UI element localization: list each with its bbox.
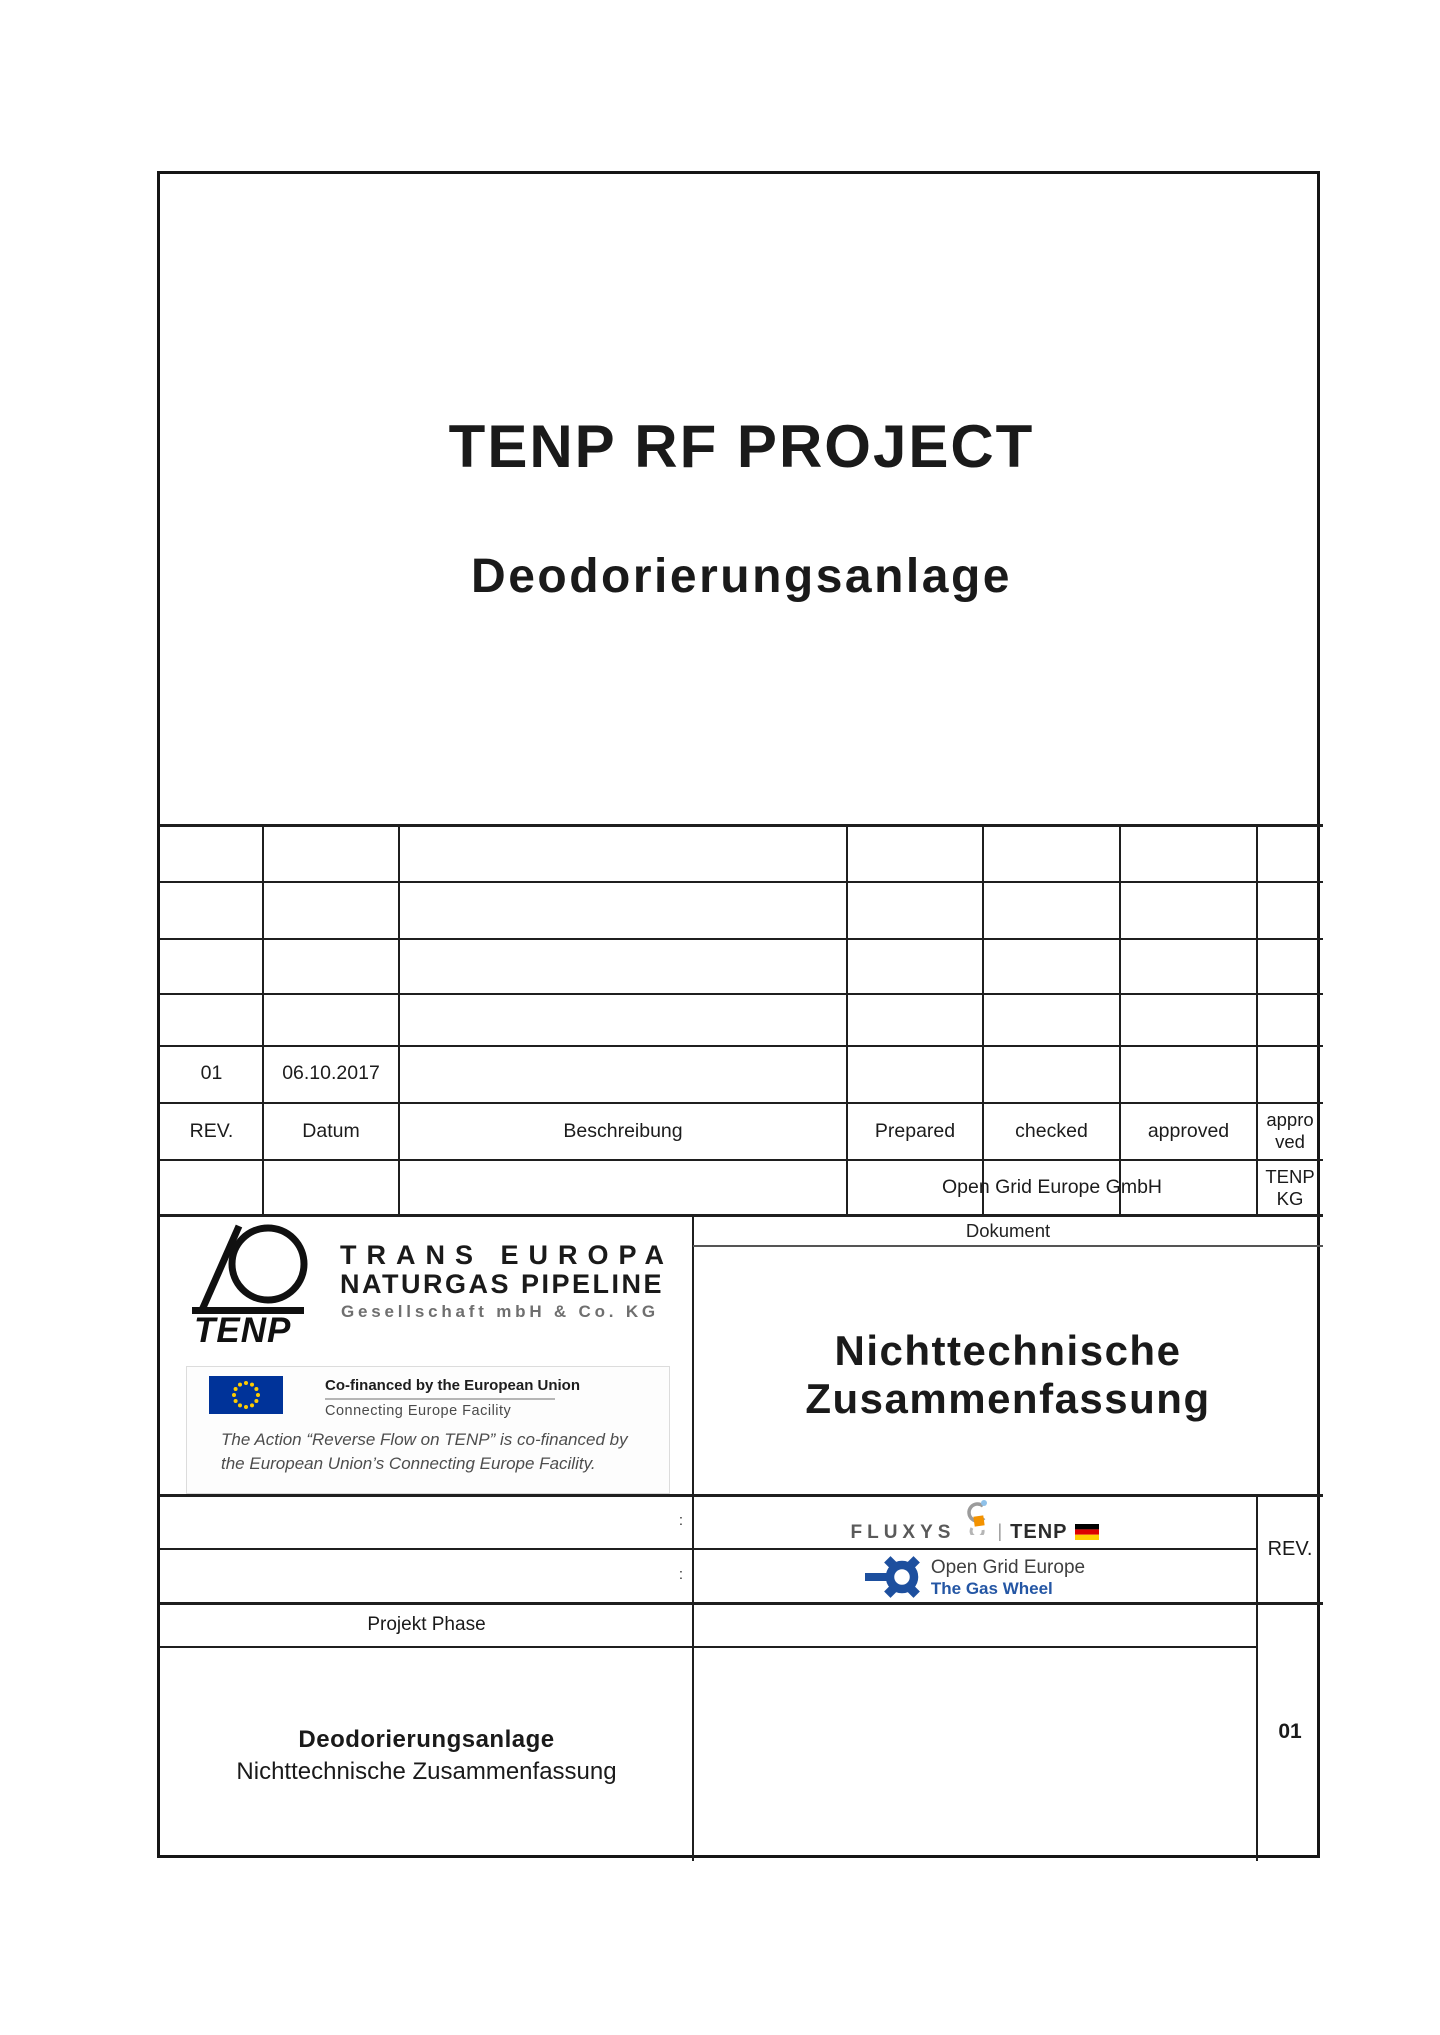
oge-gaswheel-icon xyxy=(865,1554,921,1600)
column-header-checked: checked xyxy=(1015,1120,1088,1142)
tenp-company-line3: Gesellschaft mbH & Co. KG xyxy=(341,1302,659,1321)
section-line xyxy=(160,1494,1323,1497)
field-label-colon-1: : xyxy=(678,1512,683,1529)
column-header-approved: approved xyxy=(1147,1120,1230,1142)
footer-rev-value: 01 xyxy=(1278,1720,1302,1743)
projekt-phase-label: Projekt Phase xyxy=(367,1614,486,1635)
column-header-beschreibung: Beschreibung xyxy=(563,1120,683,1142)
column-header-approved-line2: ved xyxy=(1275,1131,1305,1152)
table-line xyxy=(160,1102,1323,1104)
revision-date: 06.10.2017 xyxy=(282,1062,380,1084)
fluxys-tenp-logo-row xyxy=(693,1498,1257,1546)
eu-cofinanced-text: Co-financed by the European Union xyxy=(325,1377,581,1394)
eu-cofinancing-box xyxy=(186,1366,670,1494)
eu-cef-text: Connecting Europe Facility xyxy=(325,1403,512,1419)
eu-flag-icon xyxy=(209,1376,283,1414)
table-line xyxy=(160,881,1323,883)
oge-wordmark: Open Grid Europe xyxy=(930,1556,1086,1578)
document-title: TENP RF PROJECT xyxy=(448,413,1035,480)
table-line xyxy=(262,826,264,1216)
table-line xyxy=(160,938,1323,940)
eu-action-text-line2: the European Union’s Connecting Europe Facility. xyxy=(221,1454,596,1473)
tenp-company-line1: TRANS EUROPA xyxy=(340,1240,675,1270)
oge-text-block xyxy=(931,1557,1085,1598)
tenp-logo-circle xyxy=(232,1228,304,1300)
company-right: TENP KG xyxy=(1265,1166,1315,1209)
revision-number: 01 xyxy=(200,1062,223,1084)
eu-action-text-line1: The Action “Reverse Flow on TENP” is co-financed by xyxy=(221,1430,628,1449)
dokument-label: Dokument xyxy=(965,1220,1051,1241)
footer-document-title: Deodorierungsanlage xyxy=(298,1726,555,1753)
tenp-wordmark: TENP xyxy=(1010,1521,1068,1543)
row-line xyxy=(160,1646,1257,1648)
column-header-datum: Datum xyxy=(302,1120,360,1142)
dokument-title: Nichttechnische Zusammenfassung xyxy=(805,1327,1211,1422)
fluxys-molecule-icon xyxy=(963,1499,989,1535)
table-line xyxy=(160,1045,1323,1047)
oge-logo-row xyxy=(693,1552,1257,1602)
footer-document-subtitle: Nichttechnische Zusammenfassung xyxy=(236,1758,617,1785)
row-line xyxy=(160,1548,1257,1550)
tenp-logo-icon xyxy=(190,1220,310,1344)
german-flag-icon xyxy=(1075,1524,1099,1540)
dokument-underline xyxy=(693,1245,1323,1247)
table-line xyxy=(1256,826,1258,1216)
table-line xyxy=(160,1214,1323,1217)
column-header-approved-line1: appro xyxy=(1266,1109,1314,1130)
table-line xyxy=(160,1159,1323,1161)
column-header-rev: REV. xyxy=(189,1120,234,1142)
table-line xyxy=(160,993,1323,995)
table-line xyxy=(398,826,400,1216)
eu-text-divider xyxy=(325,1398,555,1400)
table-line xyxy=(982,826,984,1216)
rev-column-label: REV. xyxy=(1267,1538,1313,1560)
field-label-colon-2: : xyxy=(678,1566,683,1583)
section-line xyxy=(160,1602,1323,1605)
column-header-prepared: Prepared xyxy=(874,1120,956,1142)
company-name: Open Grid Europe GmbH xyxy=(941,1176,1162,1198)
oge-tagline: The Gas Wheel xyxy=(930,1578,1053,1598)
tenp-company-line2: NATURGAS PIPELINE xyxy=(340,1269,665,1299)
table-line xyxy=(160,824,1323,827)
page-border xyxy=(157,171,1320,1858)
table-line xyxy=(846,826,848,1216)
logo-separator: | xyxy=(997,1521,1003,1541)
column-header-approved-narrow xyxy=(1257,1109,1323,1153)
tenp-logo-wordmark: TENP xyxy=(194,1311,292,1344)
table-line xyxy=(1119,826,1121,1216)
document-subtitle: Deodorierungsanlage xyxy=(471,550,1012,603)
fluxys-wordmark: FLUXYS xyxy=(850,1522,956,1543)
